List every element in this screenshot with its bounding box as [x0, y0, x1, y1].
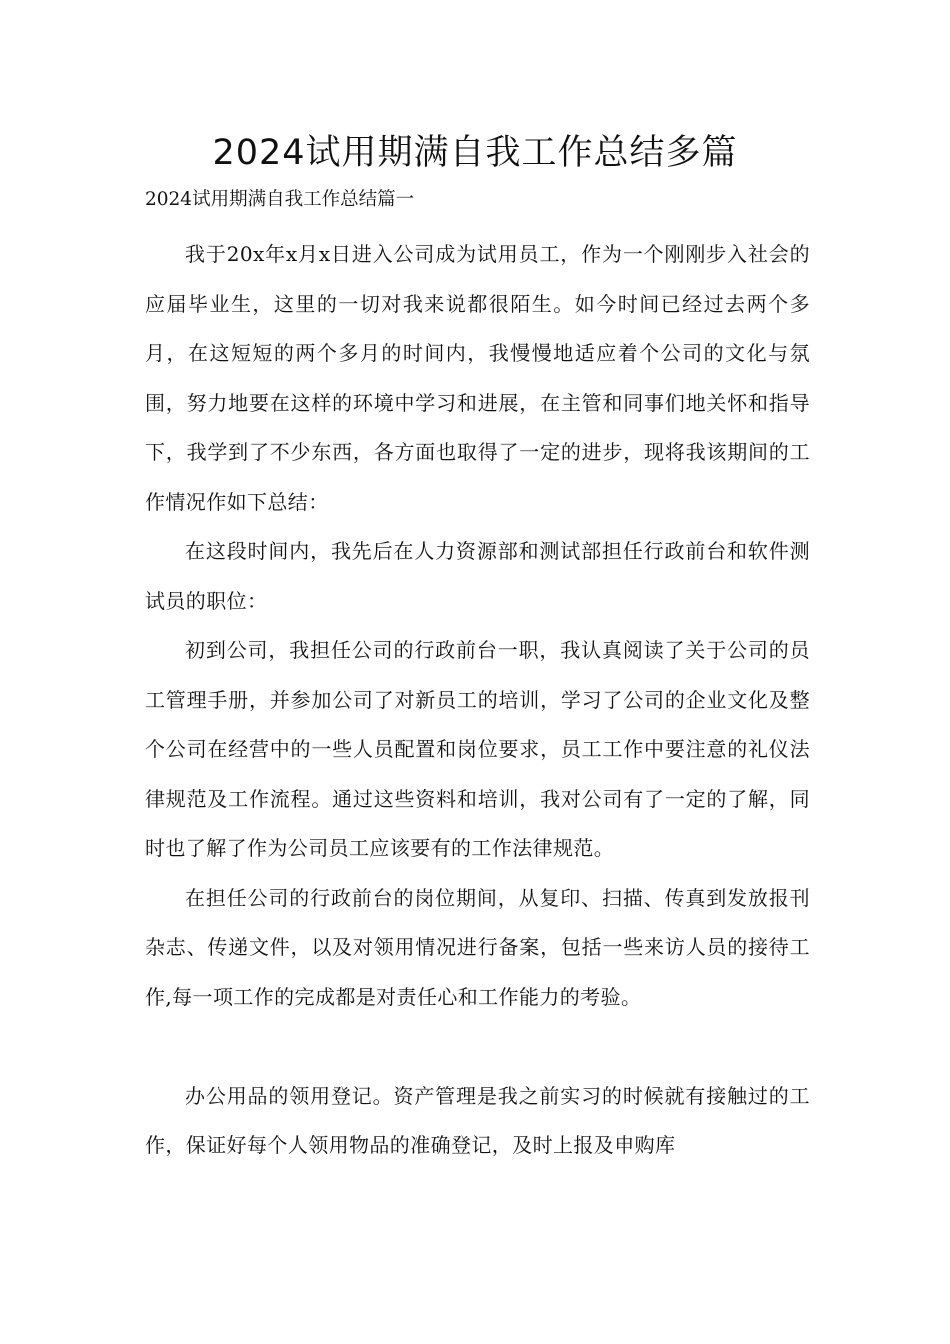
paragraph-office-supplies: 办公用品的领用登记。资产管理是我之前实习的时候就有接触过的工作，保证好每个人领用物品的准确登记，及时上报及申购库: [145, 1083, 810, 1157]
document-body: [145, 230, 810, 1171]
document-title: 2024试用期满自我工作总结多篇: [212, 133, 738, 173]
paragraph-gap: [145, 1022, 810, 1072]
paragraph-positions: 在这段时间内，我先后在人力资源部和测试部担任行政前台和软件测试员的职位：: [145, 539, 810, 613]
paragraph-front-desk: 在担任公司的行政前台的岗位期间，从复印、扫描、传真到发放报刊杂志、传递文件，以及对领用情况进行备案，包括一些来访人员的接待工作,每一项工作的完成都是对责任心和工作能力的考验。: [145, 885, 810, 1009]
section-heading: 2024试用期满自我工作总结篇一: [145, 189, 415, 210]
paragraph-onboarding: 初到公司，我担任公司的行政前台一职，我认真阅读了关于公司的员工管理手册，并参加公司了对新员工的培训，学习了公司的企业文化及整个公司在经营中的一些人员配置和岗位要求，员工工作中要注意的礼仪法律规范及工作流程。通过这些资料和培训，我对公司有了一定的了解，同时也了解了作为公司员工应该要有的工作法律规范。: [145, 638, 810, 860]
paragraph-intro: 我于20x年x月x日进入公司成为试用员工，作为一个刚刚步入社会的应届毕业生，这里的一切对我来说都很陌生。如今时间已经过去两个多月，在这短短的两个多月的时间内，我慢慢地适应着个公司的文化与氛围，努力地要在这样的环境中学习和进展，在主管和同事们地关怀和指导下，我学到了不少东西，各方面也取得了一定的进步，现将我该期间的工作情况作如下总结：: [145, 242, 810, 514]
